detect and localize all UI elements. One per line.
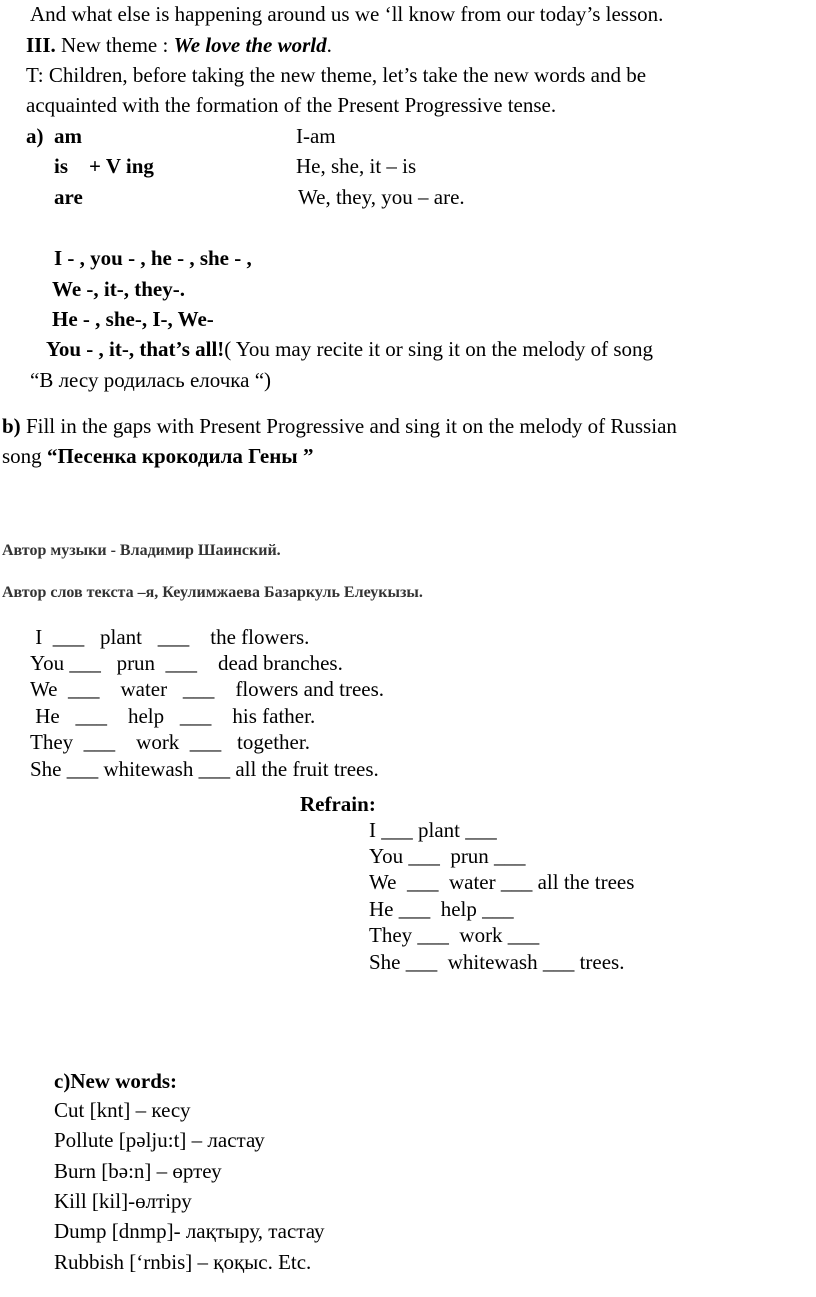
pronoun-are: We, they, you – are. bbox=[298, 185, 465, 209]
theme-label: New theme : bbox=[55, 33, 174, 57]
refrain-line: He ___ help ___ bbox=[369, 897, 514, 921]
pronoun-am: I-am bbox=[296, 124, 336, 148]
song-title: “Песенка крокодила Гены ” bbox=[46, 444, 314, 468]
verse-line: I ___ plant ___ the flowers. bbox=[30, 625, 310, 649]
verse-line: We ___ water ___ flowers and trees. bbox=[30, 677, 385, 701]
word-item: Rubbish [‘rnbis] – қоқыс. Etc. bbox=[54, 1250, 312, 1274]
refrain-line: They ___ work ___ bbox=[369, 923, 540, 947]
refrain-line: We ___ water ___ all the trees bbox=[369, 870, 635, 894]
song-line: I - , you - , he - , she - , bbox=[54, 246, 252, 270]
lyrics-author: Автор слов текста –я, Кеулимжаева Базаркуль Елеукызы. bbox=[2, 584, 423, 601]
word-item: Pollute [pəlju:t] – ластау bbox=[54, 1128, 265, 1152]
section-b-instruction: Fill in the gaps with Present Progressive and sing it on the melody of Russian bbox=[20, 414, 677, 438]
section-b-marker: b) bbox=[2, 414, 21, 438]
verse-line: He ___ help ___ his father. bbox=[30, 704, 316, 728]
verb-form-am: am bbox=[54, 124, 82, 148]
song-line: He - , she-, I-, We- bbox=[52, 307, 214, 331]
word-item: Dump [dnmp]- лақтыру, тастау bbox=[54, 1219, 325, 1243]
song-line: You - , it-, that’s all! bbox=[46, 337, 225, 361]
teacher-line-2: acquainted with the formation of the Present Progressive tense. bbox=[26, 93, 557, 117]
song-line-with-note bbox=[46, 336, 653, 362]
theme-number: III. bbox=[26, 33, 56, 57]
song-note-title: “В лесу родилась елочка “) bbox=[30, 368, 272, 392]
verse-line: They ___ work ___ together. bbox=[30, 730, 310, 754]
section-b-line-2 bbox=[2, 443, 313, 469]
refrain-line: I ___ plant ___ bbox=[369, 818, 497, 842]
pronoun-is: He, she, it – is bbox=[296, 154, 417, 178]
verse-line: You ___ prun ___ dead branches. bbox=[30, 651, 343, 675]
refrain-line: You ___ prun ___ bbox=[369, 844, 526, 868]
song-line: We -, it-, they-. bbox=[52, 277, 185, 301]
section-a-marker: a) bbox=[26, 124, 44, 148]
teacher-line-1: T: Children, before taking the new theme, let’s take the new words and be bbox=[26, 63, 647, 87]
verse-line: She ___ whitewash ___ all the fruit trees. bbox=[30, 757, 379, 781]
intro-line: And what else is happening around us we ‘ll know from our today’s lesson. bbox=[30, 2, 664, 26]
theme-title: We love the world bbox=[173, 33, 327, 57]
word-item: Burn [bə:n] – өртеу bbox=[54, 1159, 222, 1183]
section-b-line-1 bbox=[2, 413, 677, 439]
verb-form-is: is + V ing bbox=[54, 154, 154, 178]
song-prefix: song bbox=[2, 444, 47, 468]
refrain-line: She ___ whitewash ___ trees. bbox=[369, 950, 625, 974]
refrain-label: Refrain: bbox=[300, 792, 376, 816]
verb-form-are: are bbox=[54, 185, 83, 209]
song-note: ( You may recite it or sing it on the melody of song bbox=[224, 337, 654, 361]
word-item: Kill [kil]-өлтіру bbox=[54, 1189, 192, 1213]
new-words-heading: c)New words: bbox=[54, 1069, 178, 1093]
word-item: Cut [knt] – кесу bbox=[54, 1098, 191, 1122]
music-author: Автор музыки - Владимир Шаинский. bbox=[2, 542, 281, 559]
theme-line bbox=[26, 32, 332, 58]
theme-dot: . bbox=[326, 33, 332, 57]
